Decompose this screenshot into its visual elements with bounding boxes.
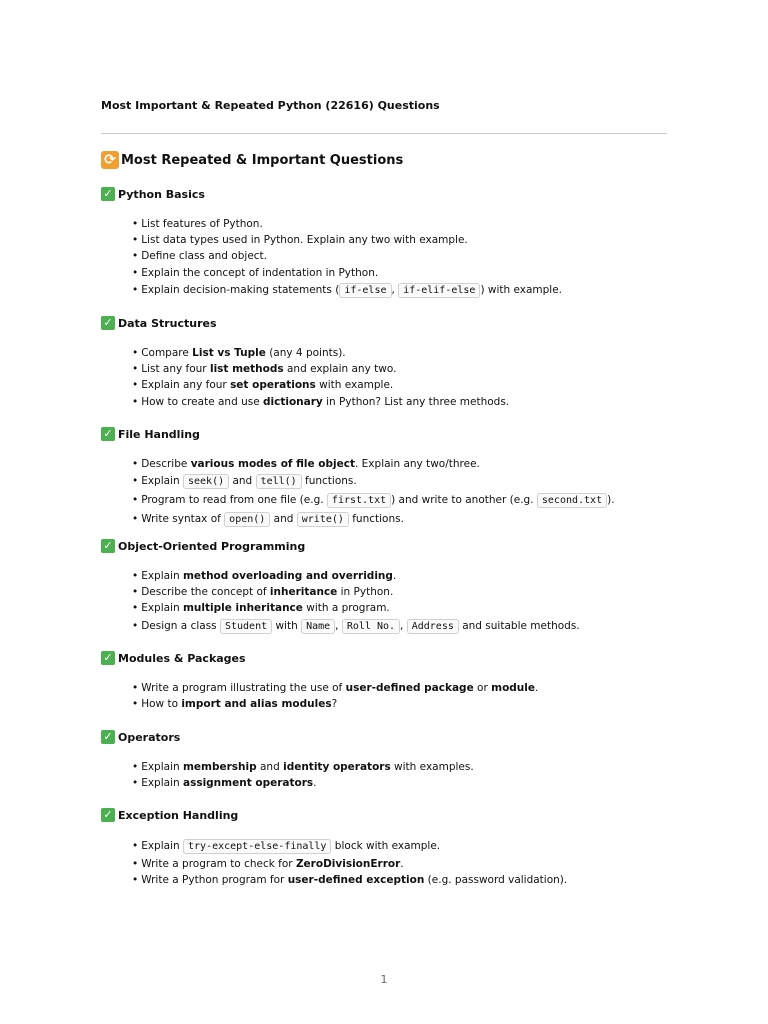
document-title: Most Important & Repeated Python (22616) Questions bbox=[101, 99, 440, 112]
question-text: Explain bbox=[141, 777, 183, 790]
section-heading-text: Data Structures bbox=[118, 316, 217, 330]
question-text: ). bbox=[607, 494, 615, 507]
question-item bbox=[101, 394, 667, 410]
section-heading bbox=[101, 729, 667, 745]
question-text: functions. bbox=[348, 513, 404, 526]
question-item bbox=[101, 361, 667, 377]
inline-code: Address bbox=[407, 619, 459, 634]
inline-code: try-except-else-finally bbox=[183, 839, 331, 854]
bullet-marker: • bbox=[132, 858, 139, 870]
bullet-marker: • bbox=[132, 840, 139, 852]
inline-code: Name bbox=[301, 619, 335, 634]
bullet-marker: • bbox=[132, 234, 139, 247]
inline-code: write() bbox=[297, 512, 349, 527]
section-data-structures bbox=[101, 315, 667, 410]
question-text: Explain the concept of indentation in Python. bbox=[141, 266, 379, 279]
question-text: Define class and object. bbox=[141, 250, 268, 263]
check-mark-icon: ✓ bbox=[101, 316, 115, 330]
question-text: List any four bbox=[141, 363, 210, 376]
question-text: and bbox=[270, 513, 297, 526]
question-item bbox=[101, 600, 667, 616]
bullet-marker: • bbox=[132, 777, 139, 790]
bold-keyword: multiple inheritance bbox=[182, 602, 303, 615]
question-text: Write syntax of bbox=[141, 513, 225, 526]
question-text: block with example. bbox=[331, 840, 441, 852]
question-text: and explain any two. bbox=[283, 363, 397, 376]
section-heading-text: Object-Oriented Programming bbox=[118, 539, 306, 553]
question-text: with bbox=[272, 619, 302, 632]
question-text: , bbox=[335, 619, 342, 632]
question-text: , bbox=[400, 619, 407, 632]
check-mark-icon: ✓ bbox=[101, 187, 115, 201]
bullet-marker: • bbox=[132, 619, 139, 632]
check-mark-icon: ✓ bbox=[101, 539, 115, 553]
inline-code: open() bbox=[224, 512, 270, 527]
bullet-marker: • bbox=[132, 494, 139, 507]
question-text: . bbox=[392, 570, 397, 582]
question-text: Explain bbox=[141, 570, 183, 582]
question-text: Explain bbox=[141, 602, 183, 615]
section-python-basics bbox=[101, 186, 667, 300]
question-text: ? bbox=[331, 698, 338, 711]
question-item bbox=[101, 568, 667, 584]
question-text: Explain any four bbox=[141, 379, 231, 392]
bullet-marker: • bbox=[132, 570, 139, 582]
question-list bbox=[101, 837, 667, 888]
question-item bbox=[101, 265, 667, 281]
question-text: List data types used in Python. Explain any two with example. bbox=[141, 234, 468, 247]
question-text: or bbox=[473, 682, 492, 694]
question-list bbox=[101, 345, 667, 410]
question-text: with example. bbox=[315, 379, 394, 392]
question-item bbox=[101, 856, 667, 872]
question-text: Explain bbox=[141, 475, 183, 488]
question-text: Explain decision-making statements ( bbox=[141, 283, 340, 296]
question-item bbox=[101, 696, 667, 712]
bold-keyword: various modes of file object bbox=[190, 458, 355, 470]
check-mark-icon: ✓ bbox=[101, 427, 115, 441]
question-item bbox=[101, 281, 667, 300]
question-item bbox=[101, 456, 667, 472]
question-text: . bbox=[400, 858, 404, 870]
bold-keyword: List vs Tuple bbox=[192, 347, 266, 359]
section-heading bbox=[101, 650, 667, 666]
question-text: (any 4 points). bbox=[265, 347, 346, 359]
horizontal-divider bbox=[101, 133, 667, 134]
question-item bbox=[101, 345, 667, 361]
question-text: , bbox=[391, 283, 399, 296]
question-text: . Explain any two/three. bbox=[355, 458, 480, 470]
section-object-oriented-programming bbox=[101, 538, 667, 636]
check-mark-icon: ✓ bbox=[101, 651, 115, 665]
question-text: in Python? List any three methods. bbox=[322, 395, 510, 408]
question-item bbox=[101, 775, 667, 791]
question-text: Explain bbox=[141, 840, 183, 852]
inline-code: if-elif-else bbox=[398, 283, 480, 298]
section-heading bbox=[101, 186, 667, 202]
question-item bbox=[101, 584, 667, 600]
page-number: 1 bbox=[380, 973, 388, 986]
bullet-marker: • bbox=[132, 586, 139, 599]
question-text: Compare bbox=[141, 347, 193, 359]
main-heading bbox=[101, 151, 403, 169]
bullet-marker: • bbox=[132, 698, 139, 711]
check-mark-icon: ✓ bbox=[101, 730, 115, 744]
bullet-marker: • bbox=[132, 395, 139, 408]
question-list bbox=[101, 680, 667, 712]
question-text: and bbox=[229, 475, 256, 488]
inline-code: second.txt bbox=[537, 493, 607, 508]
question-text: and suitable methods. bbox=[458, 619, 580, 632]
bullet-marker: • bbox=[132, 458, 139, 470]
question-item bbox=[101, 837, 667, 856]
question-text: Write a program illustrating the use of bbox=[141, 682, 346, 694]
question-item bbox=[101, 872, 667, 888]
section-heading bbox=[101, 426, 667, 442]
check-mark-icon: ✓ bbox=[101, 808, 115, 822]
bullet-marker: • bbox=[132, 379, 139, 392]
inline-code: Roll No. bbox=[342, 619, 400, 634]
inline-code: tell() bbox=[256, 474, 302, 489]
question-text: ) with example. bbox=[480, 283, 563, 296]
bold-keyword: method overloading and overriding bbox=[182, 570, 393, 582]
section-file-handling bbox=[101, 426, 667, 529]
bullet-marker: • bbox=[132, 266, 139, 279]
question-text: Write a Python program for bbox=[141, 874, 288, 887]
bold-keyword: user-defined package bbox=[345, 682, 474, 694]
question-text: . bbox=[313, 777, 317, 790]
question-text: How to bbox=[141, 698, 182, 711]
inline-code: first.txt bbox=[327, 493, 391, 508]
section-heading bbox=[101, 807, 667, 823]
question-text: (e.g. password validation). bbox=[424, 874, 568, 887]
section-operators bbox=[101, 729, 667, 791]
question-text: . bbox=[535, 682, 539, 694]
bold-keyword: ZeroDivisionError bbox=[295, 858, 401, 870]
bold-keyword: identity operators bbox=[283, 761, 391, 773]
question-text: Write a program to check for bbox=[141, 858, 296, 870]
section-heading-text: Exception Handling bbox=[118, 808, 239, 822]
bullet-marker: • bbox=[132, 347, 139, 359]
bold-keyword: inheritance bbox=[269, 586, 338, 599]
question-text: in Python. bbox=[337, 586, 394, 599]
question-item bbox=[101, 472, 667, 491]
bold-keyword: import and alias modules bbox=[181, 698, 332, 711]
bullet-marker: • bbox=[132, 218, 139, 230]
question-text: with examples. bbox=[390, 761, 474, 773]
bullet-marker: • bbox=[132, 602, 139, 615]
inline-code: Student bbox=[220, 619, 272, 634]
bullet-marker: • bbox=[132, 475, 139, 488]
question-item bbox=[101, 248, 667, 264]
question-list bbox=[101, 759, 667, 791]
bullet-marker: • bbox=[132, 513, 139, 526]
question-item bbox=[101, 617, 667, 636]
section-heading bbox=[101, 315, 667, 331]
question-text: List features of Python. bbox=[141, 218, 263, 230]
bullet-marker: • bbox=[132, 363, 139, 376]
bold-keyword: module bbox=[491, 682, 535, 694]
question-text: functions. bbox=[301, 475, 357, 488]
question-text: Explain bbox=[141, 761, 183, 773]
repeat-arrows-icon: ⟳ bbox=[101, 151, 119, 169]
main-heading-text: Most Repeated & Important Questions bbox=[121, 152, 404, 168]
question-item bbox=[101, 510, 667, 529]
question-text: Design a class bbox=[141, 619, 220, 632]
question-text: with a program. bbox=[302, 602, 390, 615]
question-text: ) and write to another (e.g. bbox=[391, 494, 537, 507]
question-item bbox=[101, 377, 667, 393]
question-item bbox=[101, 680, 667, 696]
section-heading bbox=[101, 538, 667, 554]
question-list bbox=[101, 456, 667, 529]
section-exception-handling bbox=[101, 807, 667, 888]
bullet-marker: • bbox=[132, 682, 139, 694]
bold-keyword: set operations bbox=[230, 379, 316, 392]
bold-keyword: user-defined exception bbox=[287, 874, 425, 887]
section-heading-text: Operators bbox=[118, 730, 181, 744]
question-text: and bbox=[256, 761, 284, 773]
question-item bbox=[101, 216, 667, 232]
bullet-marker: • bbox=[132, 250, 139, 263]
question-list bbox=[101, 568, 667, 636]
question-item bbox=[101, 232, 667, 248]
section-heading-text: File Handling bbox=[118, 427, 200, 441]
question-item bbox=[101, 491, 667, 510]
bold-keyword: assignment operators bbox=[182, 777, 314, 790]
question-text: Describe bbox=[141, 458, 191, 470]
section-heading-text: Modules & Packages bbox=[118, 651, 246, 665]
bold-keyword: membership bbox=[182, 761, 257, 773]
question-text: How to create and use bbox=[141, 395, 264, 408]
question-item bbox=[101, 759, 667, 775]
section-modules-packages bbox=[101, 650, 667, 712]
question-text: Program to read from one file (e.g. bbox=[141, 494, 327, 507]
bullet-marker: • bbox=[132, 761, 139, 773]
section-heading-text: Python Basics bbox=[118, 187, 205, 201]
inline-code: if-else bbox=[339, 283, 391, 298]
inline-code: seek() bbox=[183, 474, 229, 489]
question-text: Describe the concept of bbox=[141, 586, 270, 599]
bold-keyword: list methods bbox=[209, 363, 284, 376]
bold-keyword: dictionary bbox=[263, 395, 323, 408]
bullet-marker: • bbox=[132, 283, 139, 296]
question-list bbox=[101, 216, 667, 300]
bullet-marker: • bbox=[132, 874, 139, 887]
